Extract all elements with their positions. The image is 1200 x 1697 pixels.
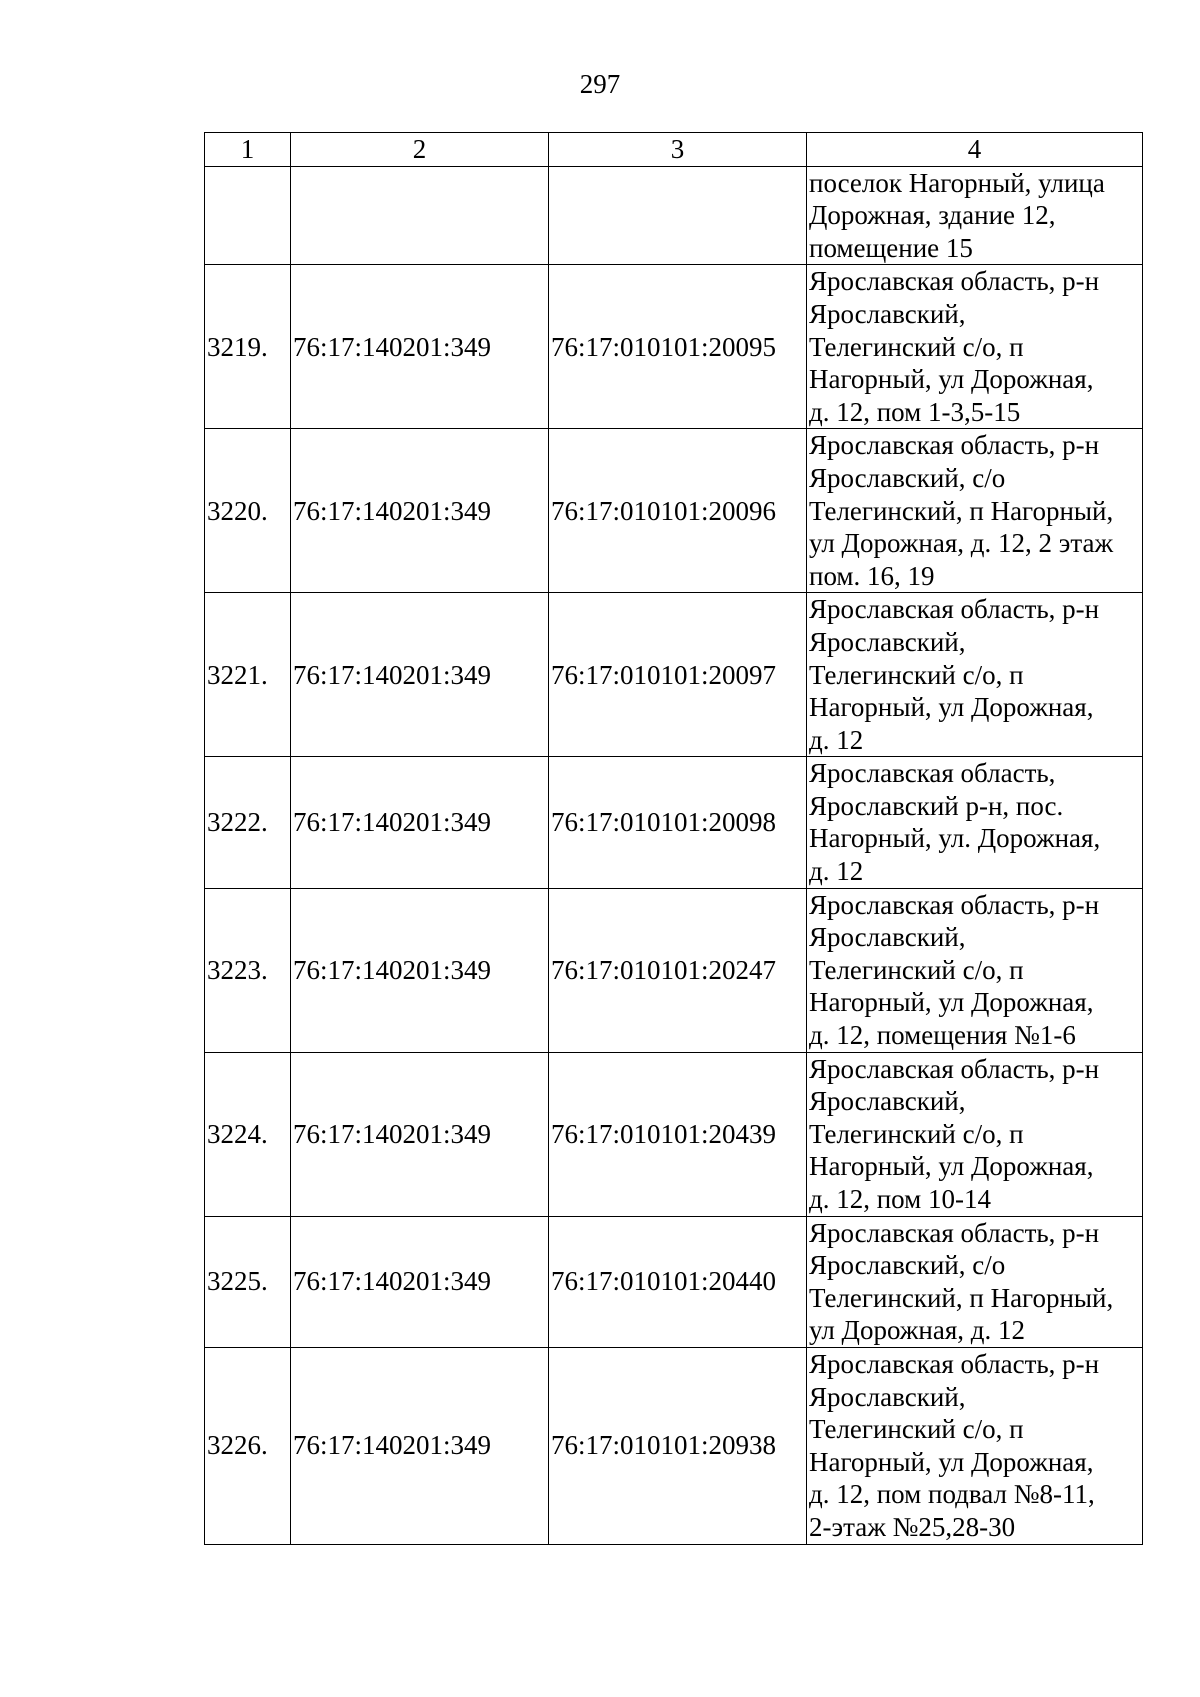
page-number: 297 [579, 69, 621, 99]
cell-num: 3223. [205, 888, 291, 1052]
cell-address [807, 888, 1143, 1052]
address-line: Ярославская область, [809, 758, 1056, 789]
address-line: Ярославская область, р-н [809, 1348, 1100, 1379]
cell-room-cadastral-number: 76:17:010101:20938 [549, 1347, 807, 1544]
cell-address [807, 265, 1143, 429]
table-row [205, 265, 1143, 429]
cell-room-cadastral-number: 76:17:010101:20098 [549, 757, 807, 888]
address-line: Ярославская область, р-н [809, 1053, 1100, 1084]
cell-num [205, 166, 291, 265]
cell-room-cadastral-number: 76:17:010101:20097 [549, 593, 807, 757]
address-line: Телегинский с/о, п [809, 331, 1024, 362]
address-line: д. 12, пом подвал №8-11, [809, 1479, 1095, 1510]
address-line: д. 12 [809, 856, 864, 887]
cell-cadastral-number: 76:17:140201:349 [291, 1052, 549, 1216]
address-line: Нагорный, ул Дорожная, [809, 1446, 1094, 1477]
cell-col3 [549, 166, 807, 265]
address-line: Ярославский, с/о [809, 462, 1006, 493]
table-row [205, 757, 1143, 888]
address-line: Ярославский, [809, 1381, 966, 1412]
cell-address [807, 1216, 1143, 1347]
cell-cadastral-number: 76:17:140201:349 [291, 1216, 549, 1347]
address-line: Ярославская область, р-н [809, 594, 1100, 625]
address-line: Ярославская область, р-н [809, 1217, 1100, 1248]
cell-num: 3225. [205, 1216, 291, 1347]
address-line: Ярославская область, р-н [809, 889, 1100, 920]
address-line: д. 12, пом 10-14 [809, 1184, 991, 1214]
address-line: ул Дорожная, д. 12 [809, 1315, 1026, 1346]
column-header-4: 4 [807, 133, 1143, 167]
address-line: пом. 16, 19 [809, 560, 935, 591]
cell-cadastral-number: 76:17:140201:349 [291, 593, 549, 757]
cell-cadastral-number: 76:17:140201:349 [291, 757, 549, 888]
address-line: Ярославский, с/о [809, 1250, 1006, 1281]
address-line: д. 12, помещения №1-6 [809, 1020, 1076, 1051]
address-line: Ярославский, [809, 922, 966, 953]
table-row [205, 429, 1143, 593]
address-line: Ярославская область, р-н [809, 430, 1100, 461]
column-header-1: 1 [205, 133, 291, 167]
address-line: Телегинский с/о, п [809, 954, 1024, 985]
address-line: Ярославский, [809, 298, 966, 329]
address-line: Телегинский, п Нагорный, [809, 1282, 1114, 1313]
table-row [205, 1216, 1143, 1347]
address-line: Телегинский с/о, п [809, 1414, 1024, 1445]
address-line: Телегинский с/о, п [809, 659, 1024, 690]
address-line: Нагорный, ул. Дорожная, [809, 823, 1101, 854]
cell-col2 [291, 166, 549, 265]
address-line: Ярославский, [809, 1086, 966, 1117]
address-line: ул Дорожная, д. 12, 2 этаж [809, 528, 1114, 559]
cell-cadastral-number: 76:17:140201:349 [291, 888, 549, 1052]
cell-address [807, 1347, 1143, 1544]
cell-address [807, 429, 1143, 593]
registry-table [204, 132, 1143, 1545]
address-line: Дорожная, здание 12, [809, 200, 1056, 231]
column-header-2: 2 [291, 133, 549, 167]
address-line: 2-этаж №25,28-30 [809, 1511, 1016, 1542]
cell-num: 3224. [205, 1052, 291, 1216]
address-line: д. 12, пом 1-3,5-15 [809, 396, 1021, 427]
address-line: Нагорный, ул Дорожная, [809, 1151, 1094, 1182]
cell-room-cadastral-number: 76:17:010101:20440 [549, 1216, 807, 1347]
cell-num: 3226. [205, 1347, 291, 1544]
cell-room-cadastral-number: 76:17:010101:20096 [549, 429, 807, 593]
address-line: Ярославский, [809, 626, 966, 657]
address-line: помещение 15 [809, 232, 973, 263]
cell-num: 3220. [205, 429, 291, 593]
cell-address [807, 1052, 1143, 1216]
cell-room-cadastral-number: 76:17:010101:20439 [549, 1052, 807, 1216]
address-line: Ярославский р-н, пос. [809, 790, 1064, 821]
table-header-row [205, 133, 1143, 167]
cell-num: 3219. [205, 265, 291, 429]
cell-cadastral-number: 76:17:140201:349 [291, 1347, 549, 1544]
cell-num: 3221. [205, 593, 291, 757]
cell-address [807, 593, 1143, 757]
cell-address [807, 166, 1143, 265]
table-row [205, 888, 1143, 1052]
address-line: Нагорный, ул Дорожная, [809, 364, 1094, 395]
cell-cadastral-number: 76:17:140201:349 [291, 429, 549, 593]
address-line: Телегинский с/о, п [809, 1118, 1024, 1149]
table-body [205, 166, 1143, 1544]
table-row-continuation [205, 166, 1143, 265]
address-line: Телегинский, п Нагорный, [809, 495, 1114, 526]
column-header-3: 3 [549, 133, 807, 167]
table-row [205, 1052, 1143, 1216]
address-line: Нагорный, ул Дорожная, [809, 692, 1094, 723]
table-row [205, 1347, 1143, 1544]
cell-room-cadastral-number: 76:17:010101:20247 [549, 888, 807, 1052]
address-line: Нагорный, ул Дорожная, [809, 987, 1094, 1018]
address-line: поселок Нагорный, улица [809, 167, 1105, 198]
address-line: Ярославская область, р-н [809, 266, 1100, 297]
address-line: д. 12 [809, 724, 864, 755]
cell-cadastral-number: 76:17:140201:349 [291, 265, 549, 429]
table-row [205, 593, 1143, 757]
cell-address [807, 757, 1143, 888]
cell-room-cadastral-number: 76:17:010101:20095 [549, 265, 807, 429]
cell-num: 3222. [205, 757, 291, 888]
